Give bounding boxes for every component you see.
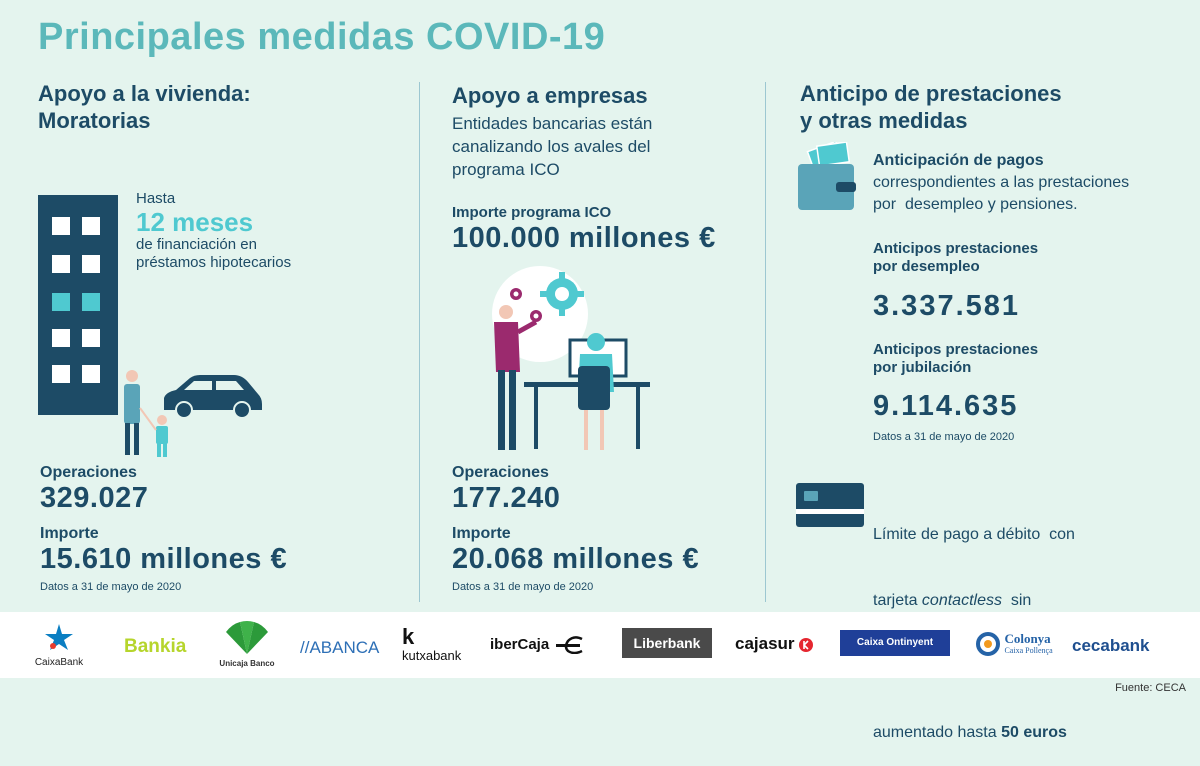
logo-bankia: Bankia xyxy=(124,636,187,657)
caixabank-star-icon xyxy=(42,622,76,652)
col3-jubilacion-label xyxy=(873,341,1038,377)
logo-cajasur xyxy=(735,634,813,654)
col1-heading xyxy=(38,80,251,134)
col3-heading xyxy=(800,80,1062,134)
source-note: Fuente: CECA xyxy=(1115,682,1186,694)
worker-icon xyxy=(494,305,536,450)
col1-highlight: 12 meses xyxy=(136,207,254,237)
col1-ops-label: Operaciones xyxy=(40,464,137,481)
unicaja-fan-icon xyxy=(222,620,272,654)
logo-liberbank-text: Liberbank xyxy=(633,635,701,651)
col3-anticipacion-line3: por desempleo y pensiones. xyxy=(873,196,1078,213)
col3-note: Datos a 31 de mayo de 2020 xyxy=(873,431,1015,443)
col3-anticipacion-bold: Anticipación de pagos xyxy=(873,152,1044,169)
logo-kutxabank-k: k xyxy=(402,624,415,649)
logo-kutxabank-text: kutxabank xyxy=(402,648,462,663)
logo-colonya-text xyxy=(1004,632,1052,655)
col2-imp-label: Importe xyxy=(452,525,511,542)
col3-limit-line4 xyxy=(873,722,1095,744)
col3-heading-line2: y otras medidas xyxy=(800,108,968,133)
col3-anticipacion xyxy=(873,150,1129,216)
col1-heading-line2: Moratorias xyxy=(38,108,151,133)
col3-desempleo-label1: Anticipos prestaciones xyxy=(873,240,1039,257)
logo-caixabank-text: CaixaBank xyxy=(34,657,84,668)
logo-cajasur-text: cajasur xyxy=(735,634,795,653)
col3-limit-line1: Límite de pago a débito con xyxy=(873,526,1075,543)
col2-ico-value: 100.000 millones € xyxy=(452,222,716,254)
col3-limit-contactless: contactless xyxy=(921,592,1002,609)
col3-heading-line1: Anticipo de prestaciones xyxy=(800,81,1062,106)
logo-colonya-text-1: Colonya xyxy=(1004,631,1051,646)
car-icon xyxy=(160,372,264,422)
col2-sub-line3: programa ICO xyxy=(452,160,560,179)
col2-sub xyxy=(452,112,652,181)
logo-kutxabank xyxy=(402,626,461,663)
col3-desempleo-label2: por desempleo xyxy=(873,258,980,275)
col3-desempleo-value: 3.337.581 xyxy=(873,290,1021,322)
col2-ops-label: Operaciones xyxy=(452,464,549,481)
col2-imp-value: 20.068 millones € xyxy=(452,543,700,575)
col2-sub-line2: canalizando los avales del xyxy=(452,137,651,156)
col1-ops-value: 329.027 xyxy=(40,482,149,514)
col3-limit-50: 50 euros xyxy=(1001,724,1067,741)
col2-note: Datos a 31 de mayo de 2020 xyxy=(452,581,594,593)
logo-ibercaja xyxy=(490,636,588,654)
logo-unicaja-text: Unicaja Banco xyxy=(219,659,275,668)
page-title: Principales medidas COVID-19 xyxy=(38,16,606,58)
col1-imp-label: Importe xyxy=(40,525,99,542)
col2-ico-label: Importe programa ICO xyxy=(452,204,612,221)
logo-abanca: //ABANCA xyxy=(300,638,380,657)
logo-liberbank xyxy=(622,628,712,658)
colonya-c-icon xyxy=(976,632,1000,656)
column-divider-1 xyxy=(419,82,420,602)
wallet-icon xyxy=(796,142,860,212)
col1-heading-line1: Apoyo a la vivienda: xyxy=(38,81,251,106)
col1-highlight-block xyxy=(136,190,291,272)
logo-caixabank xyxy=(28,622,90,668)
col3-jubilacion-value: 9.114.635 xyxy=(873,390,1019,422)
col3-desempleo-label xyxy=(873,240,1038,276)
building-icon xyxy=(38,195,118,415)
col3-anticipacion-line2: correspondientes a las prestaciones xyxy=(873,174,1130,191)
col2-sub-line1: Entidades bancarias están xyxy=(452,114,653,133)
col3-jubilacion-label2: por jubilación xyxy=(873,359,972,376)
col2-ops-value: 177.240 xyxy=(452,482,561,514)
col3-jubilacion-label1: Anticipos prestaciones xyxy=(873,341,1039,358)
logo-colonya-text-2: Caixa Pollença xyxy=(1004,646,1053,655)
card-icon xyxy=(796,483,864,527)
col3-limit-line2-a: tarjeta xyxy=(873,592,922,609)
logo-unicaja xyxy=(218,620,276,668)
cajasur-k-icon xyxy=(799,638,813,652)
col1-imp-value: 15.610 millones € xyxy=(40,543,288,575)
col3-limit-line2-c: sin xyxy=(1001,592,1032,609)
col3-limit-line4-a: aumentado hasta xyxy=(873,724,1002,741)
ibercaja-euro-icon xyxy=(554,636,588,654)
logo-caixa-ontinyent-text: Caixa Ontinyent xyxy=(856,637,934,648)
logo-colonya xyxy=(976,632,1053,656)
col3-limit-line2 xyxy=(873,590,1095,612)
col1-note: Datos a 31 de mayo de 2020 xyxy=(40,581,182,593)
desk-icon xyxy=(470,262,660,454)
col1-desc-line2: préstamos hipotecarios xyxy=(136,254,292,271)
column-divider-2 xyxy=(765,82,766,602)
col1-hasta: Hasta xyxy=(136,190,176,207)
logo-cecabank: cecabank xyxy=(1072,636,1150,655)
logo-ibercaja-text: iberCaja xyxy=(490,636,550,654)
col2-heading: Apoyo a empresas xyxy=(452,83,648,108)
col1-desc-line1: de financiación en xyxy=(136,236,257,253)
logo-caixa-ontinyent xyxy=(840,630,950,656)
